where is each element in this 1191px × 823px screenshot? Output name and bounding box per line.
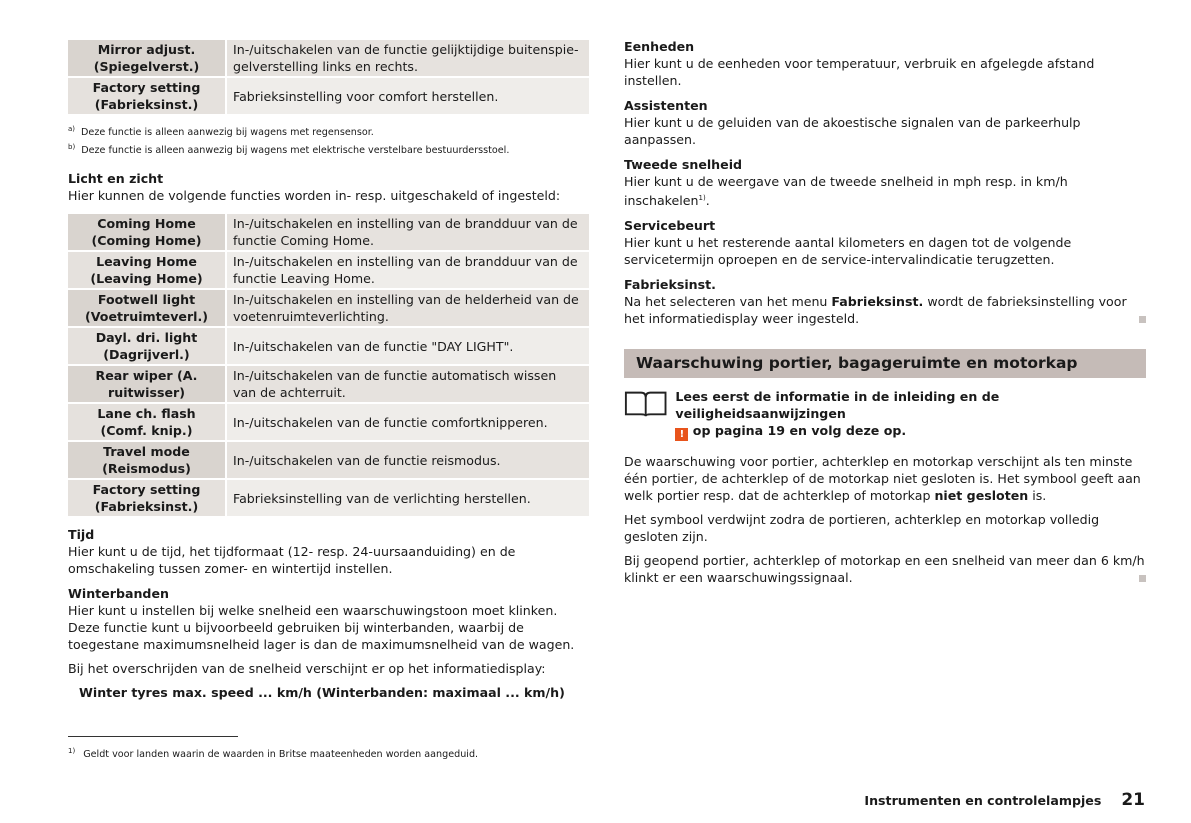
left-column (68, 38, 589, 708)
section-heading: Eenheden (624, 39, 695, 54)
section-heading: Servicebeurt (624, 218, 716, 234)
paragraph: Hier kunt u de weergave van de tweede snelheid in mph resp. in km/h inschakelen$^{1)}$. (624, 174, 1068, 209)
paragraph: Na het selecteren van het menu Fabrieksinst. wordt de fabrieksinstelling voor het informatiedisplay weer ingesteld. (624, 293, 1146, 327)
display-message: Winter tyres max. speed ... km/h (Winterbanden: maximaal ... km/h) (79, 685, 565, 701)
section-heading: Tijd (68, 527, 95, 543)
setting-name: Leaving Home (Leaving Home) (68, 252, 227, 288)
footnote-mark: b) (68, 143, 76, 152)
footnote-mark: a) (68, 125, 76, 133)
book-icon (624, 388, 667, 418)
table-row (68, 442, 589, 478)
paragraph: Hier kunt u instellen bij welke snelheid een waarschuwingstoon moet klinken. Deze functie kunt u bijvoorbeeld gebruiken bij winterbanden, waarbij de toegestane maximumsnelheid lager is dan de maximumsnelheid van de wagen. (68, 603, 575, 653)
setting-name: Dayl. dri. light (Dagrijverl.) (68, 328, 227, 364)
section-heading: Fabrieksinst. (624, 277, 716, 293)
table-row (68, 40, 589, 76)
setting-desc: In-/uitschakelen van de functie "DAY LIGHT". (227, 328, 589, 364)
table-row (68, 480, 589, 516)
footnote-text: Deze functie is alleen aanwezig bij wagens met regensensor. (81, 127, 374, 139)
setting-name: Lane ch. flash (Comf. knip.) (68, 404, 227, 440)
setting-name: Travel mode (Reismodus) (68, 442, 227, 478)
setting-name: Factory setting (Fabrieksinst.) (68, 480, 227, 516)
setting-name: Rear wiper (A. ruitwisser) (68, 366, 227, 402)
table-row (68, 214, 589, 250)
light-table (68, 212, 589, 518)
paragraph: Bij geopend portier, achterklep of motorkap en een snelheid van meer dan 6 km/h klinkt er een waarschuwingssignaal. (624, 553, 1145, 586)
page-footer (864, 792, 1145, 809)
setting-desc: Fabrieksinstelling voor comfort herstellen. (227, 78, 589, 114)
footnote-text: Deze functie is alleen aanwezig bij wagens met elektrische verstelbare bestuurdersstoel. (81, 145, 510, 157)
end-mark (1139, 316, 1146, 323)
table-row (68, 366, 589, 402)
paragraph: Hier kunt u de eenheden voor temperatuur, verbruik en afgelegde afstand instellen. (624, 56, 1095, 88)
page-link[interactable]: op pagina 19 en volg deze op. (688, 423, 907, 439)
section-heading: Tweede snelheid (624, 157, 743, 172)
setting-name: Mirror adjust. (Spiegelverst.) (68, 40, 227, 76)
paragraph: Hier kunt u het resterende aantal kilometers en dagen tot de volgende servicetermijn oproepen en de service-intervalindicatie terugzetten. (624, 235, 1072, 268)
section-heading: Licht en zicht (68, 171, 164, 187)
comfort-table (68, 38, 589, 116)
setting-name: Footwell light (Voetruimteverl.) (68, 290, 227, 326)
end-mark (1139, 575, 1146, 582)
table-footnotes (68, 122, 589, 158)
table-row (68, 78, 589, 114)
setting-desc: Fabrieksinstelling van de verlichting herstellen. (227, 480, 589, 516)
table-row (68, 328, 589, 364)
setting-desc: In-/uitschakelen van de functie comfortknipperen. (227, 404, 589, 440)
paragraph: Hier kunt u de tijd, het tijdformaat (12- resp. 24-uursaanduiding) en de omschakeling tussen zomer- en wintertijd instellen. (68, 544, 516, 577)
section-title-bar: Waarschuwing portier, bagageruimte en motorkap (624, 349, 1146, 378)
paragraph: Hier kunnen de volgende functies worden in- resp. uitgeschakeld of ingesteld: (68, 188, 561, 204)
setting-desc: In-/uitschakelen en instelling van de brandduur van de functie Coming Home. (227, 214, 589, 250)
chapter-title: Instrumenten en controlelampjes (864, 793, 1102, 808)
setting-name: Factory setting (Fabrieksinst.) (68, 78, 227, 114)
setting-desc: In-/uitschakelen van de functie gelijktijdige buitenspie-gelverstelling links en rechts. (227, 40, 589, 76)
paragraph: Bij het overschrijden van de snelheid verschijnt er op het informatiedisplay: (68, 661, 546, 677)
setting-desc: In-/uitschakelen en instelling van de helderheid van de voetenruimteverlichting. (227, 290, 589, 326)
section-heading: Winterbanden (68, 586, 169, 602)
table-row (68, 252, 589, 288)
setting-desc: In-/uitschakelen en instelling van de brandduur van de functie Leaving Home. (227, 252, 589, 288)
page-footnote: $^{1)}$ Geldt voor landen waarin de waarden in Britse maateenheden worden aangeduid. (68, 736, 238, 763)
right-column (624, 38, 1146, 593)
warning-icon: ! (675, 428, 688, 441)
setting-desc: In-/uitschakelen van de functie reismodus. (227, 442, 589, 478)
setting-name: Coming Home (Coming Home) (68, 214, 227, 250)
page-number: 21 (1121, 790, 1145, 810)
table-row (68, 290, 589, 326)
section-heading: Assistenten (624, 98, 708, 113)
read-first-note: Lees eerst de informatie in de inleiding en de veiligheidsaanwijzingen ! op pagina 19 en volg deze op. (624, 388, 1146, 441)
setting-desc: In-/uitschakelen van de functie automatisch wissen van de achterruit. (227, 366, 589, 402)
table-row (68, 404, 589, 440)
paragraph: Hier kunt u de geluiden van de akoestische signalen van de parkeerhulp aanpassen. (624, 115, 1081, 147)
paragraph: Het symbool verdwijnt zodra de portieren, achterklep en motorkap volledig gesloten zijn. (624, 512, 1100, 545)
paragraph: De waarschuwing voor portier, achterklep en motorkap verschijnt als ten minste één portier, de achterklep of de motorkap niet gesloten is. Het symbool geeft aan welk portier resp. dat de achterklep of motorkap niet gesloten is. (624, 454, 1141, 504)
